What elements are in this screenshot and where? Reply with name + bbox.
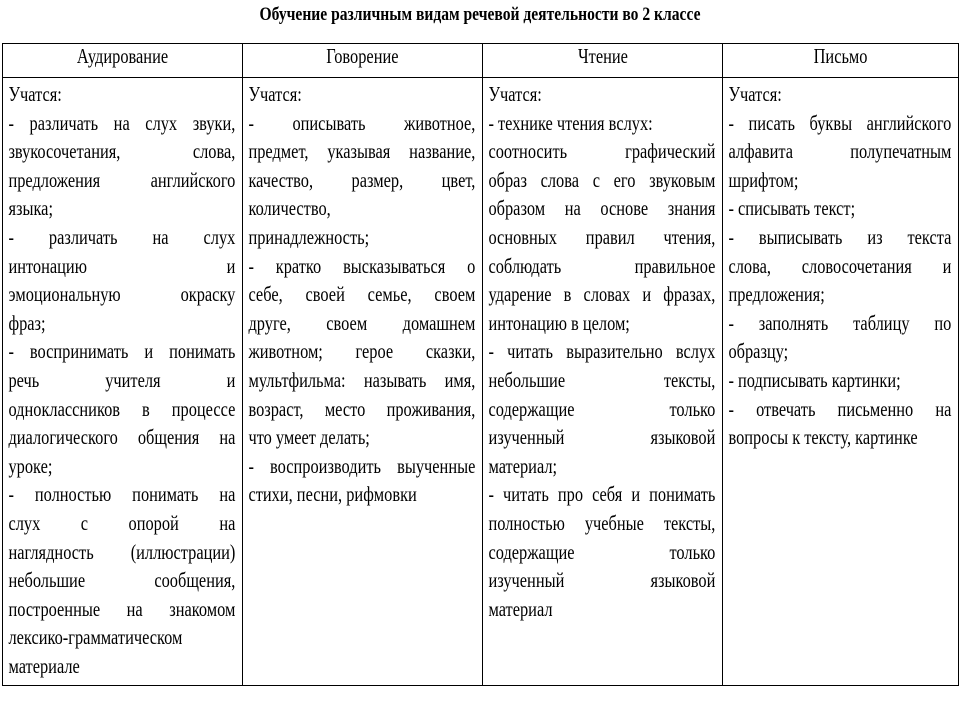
header-label: Говорение xyxy=(326,44,399,68)
text-line: - читать выразительно вслух xyxy=(488,339,716,364)
text-line: Учатся: xyxy=(8,82,62,106)
speech-activities-table xyxy=(2,43,959,686)
text-line: слух с опорой на xyxy=(8,510,236,535)
header-label: Чтение xyxy=(577,44,628,68)
text-line: - выписывать из текста xyxy=(728,224,952,249)
text-line: - различать на слух звуки, xyxy=(8,110,236,135)
text-line: принадлежность; xyxy=(248,224,370,249)
text-line: стихи, песни, рифмовки xyxy=(248,482,417,507)
text-line: интонацию в целом; xyxy=(488,310,630,335)
text-line: речь учителя и xyxy=(8,367,236,392)
text-line: алфавита полупечатным xyxy=(728,139,952,164)
cell-listening xyxy=(3,78,243,686)
text-line: качество, размер, цвет, xyxy=(248,167,476,192)
text-line: предмет, указывая название, xyxy=(248,139,476,164)
text-line: изученный языковой xyxy=(488,568,716,593)
header-reading xyxy=(483,44,723,78)
text-line: - воспринимать и понимать xyxy=(8,339,236,364)
text-line: возраст, место проживания, xyxy=(248,396,476,421)
text-line: - списывать текст; xyxy=(728,196,856,221)
text-line: содержащие только xyxy=(488,396,716,421)
cell-speaking xyxy=(243,78,483,686)
text-line: предложения; xyxy=(728,282,825,307)
text-line: - полностью понимать на xyxy=(8,482,236,507)
text-line: эмоциональную окраску xyxy=(8,282,236,307)
text-line: - читать про себя и понимать xyxy=(488,482,716,507)
cell-reading xyxy=(483,78,723,686)
text-line: - отвечать письменно на xyxy=(728,396,952,421)
text-line: ударение в словах и фразах, xyxy=(488,282,716,307)
text-line: количество, xyxy=(248,196,331,221)
text-line: Учатся: xyxy=(488,82,542,106)
text-line: друге, своем домашнем xyxy=(248,310,476,335)
text-line: - кратко высказываться о xyxy=(248,253,476,278)
text-line: шрифтом; xyxy=(728,167,799,192)
text-line: слова, словосочетания и xyxy=(728,253,952,278)
text-line: диалогического общения на xyxy=(8,425,236,450)
text-line: соблюдать правильное xyxy=(488,253,716,278)
header-label: Письмо xyxy=(813,44,868,68)
text-line: языка; xyxy=(8,196,54,221)
text-line: Учатся: xyxy=(728,82,782,106)
text-line: - подписывать картинки; xyxy=(728,367,901,392)
text-line: содержащие только xyxy=(488,539,716,564)
text-line: - описывать животное, xyxy=(248,110,476,135)
table-body-row xyxy=(3,78,959,686)
text-line: одноклассников в процессе xyxy=(8,396,236,421)
text-line: основных правил чтения, xyxy=(488,224,716,249)
text-line: интонацию и xyxy=(8,253,236,278)
text-line: фраз; xyxy=(8,310,46,335)
header-listening xyxy=(3,44,243,78)
table-header-row xyxy=(3,44,959,78)
text-line: - писать буквы английского xyxy=(728,110,952,135)
header-speaking xyxy=(243,44,483,78)
text-line: небольшие тексты, xyxy=(488,367,716,392)
text-line: наглядность (иллюстрации) xyxy=(8,539,236,564)
page-title: Обучение различным видам речевой деятельности во 2 классе xyxy=(259,4,701,25)
text-line: звукосочетания, слова, xyxy=(8,139,236,164)
text-line: - технике чтения вслух: xyxy=(488,110,653,135)
text-line: построенные на знакомом xyxy=(8,596,236,621)
text-line: животном; герое сказки, xyxy=(248,339,476,364)
text-line: себе, своей семье, своем xyxy=(248,282,476,307)
text-line: уроке; xyxy=(8,453,53,478)
text-line: вопросы к тексту, картинке xyxy=(728,425,918,450)
text-line: материал xyxy=(488,596,553,621)
cell-writing xyxy=(723,78,959,686)
text-line: лексико-грамматическом xyxy=(8,625,183,650)
text-line: - различать на слух xyxy=(8,224,236,249)
text-line: образ слова с его звуковым xyxy=(488,167,716,192)
text-line: - заполнять таблицу по xyxy=(728,310,952,335)
text-line: что умеет делать; xyxy=(248,425,370,450)
text-line: - воспроизводить выученные xyxy=(248,453,476,478)
text-line: соотносить графический xyxy=(488,139,716,164)
text-line: материале xyxy=(8,653,80,678)
text-line: мультфильма: называть имя, xyxy=(248,367,476,392)
header-label: Аудирование xyxy=(76,44,169,68)
text-line: предложения английского xyxy=(8,167,236,192)
text-line: изученный языковой xyxy=(488,425,716,450)
text-line: небольшие сообщения, xyxy=(8,568,236,593)
text-line: образом на основе знания xyxy=(488,196,716,221)
text-line: образцу; xyxy=(728,339,789,364)
header-writing xyxy=(723,44,959,78)
text-line: полностью учебные тексты, xyxy=(488,510,716,535)
text-line: материал; xyxy=(488,453,558,478)
text-line: Учатся: xyxy=(248,82,302,106)
